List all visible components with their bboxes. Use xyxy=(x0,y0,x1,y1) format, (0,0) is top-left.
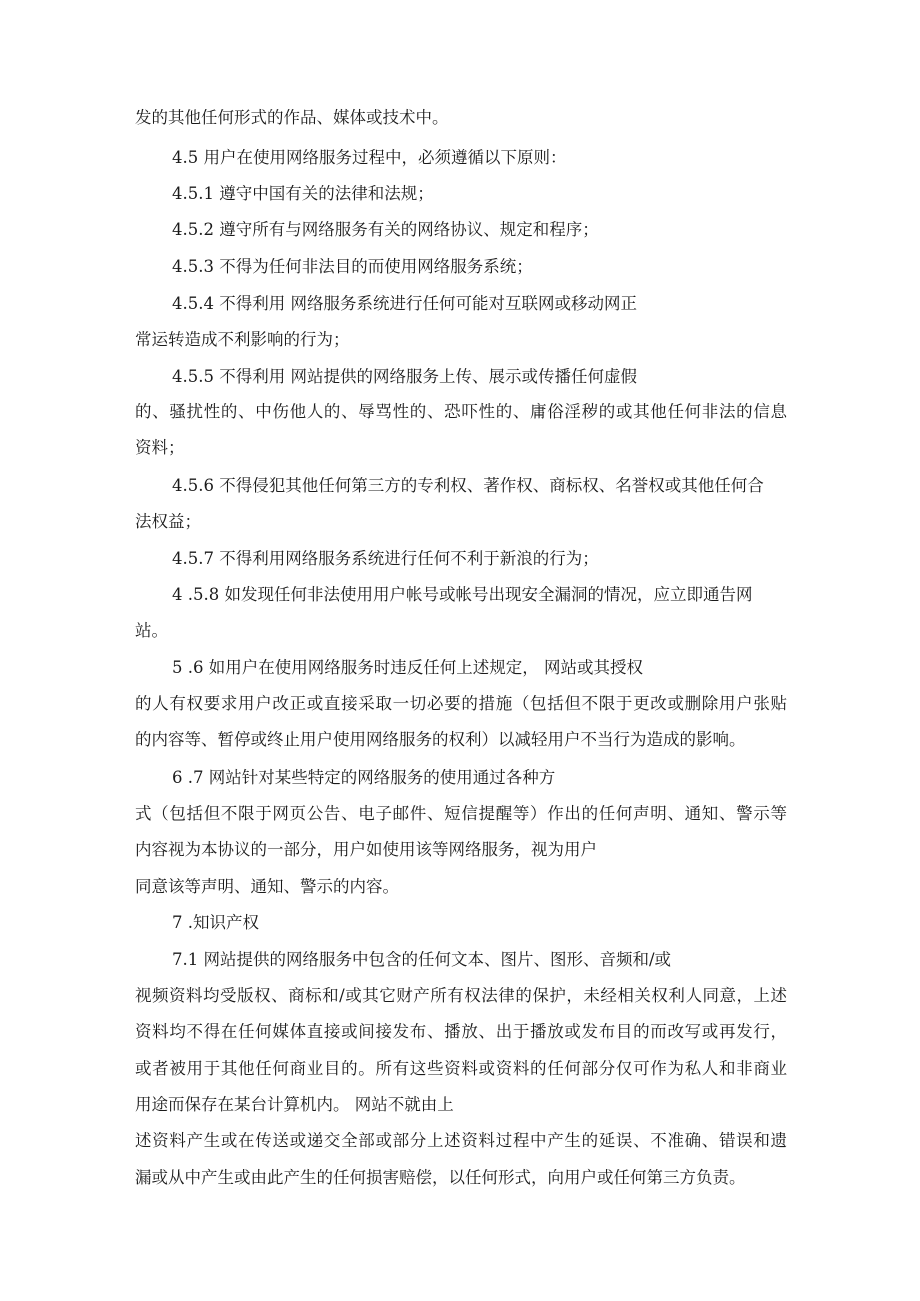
clause-4-5-3: 4.5.3 不得为任何非法目的而使用网络服务系统； xyxy=(172,257,533,276)
clause-4-5-5: 4.5.5 不得利用 网站提供的网络服务上传、展示或传播任何虚假 xyxy=(172,367,637,386)
section-5: 5 .6 如用户在使用网络服务时违反任何上述规定， 网站或其授权 xyxy=(172,658,643,677)
section-6: 6 .7 网站针对某些特定的网络服务的使用通过各种方 xyxy=(172,768,556,787)
section-7-1: 7.1 网站提供的网络服务中包含的任何文本、图片、图形、音频和/或 xyxy=(172,950,672,969)
paragraph-line: 资料均不得在任何媒体直接或间接发布、播放、出于播放或发布目的而改写或再发行， xyxy=(135,1022,787,1041)
section-heading-ip: 7 .知识产权 xyxy=(172,913,259,932)
paragraph-line: 漏或从中产生或由此产生的任何损害赔偿，以任何形式，向用户或任何第三方负责。 xyxy=(135,1168,746,1187)
paragraph-line: 发的其他任何形式的作品、媒体或技术中。 xyxy=(135,108,449,127)
paragraph-line: 站。 xyxy=(135,621,168,640)
paragraph-line: 述资料产生或在传送或递交全部或部分上述资料过程中产生的延误、不准确、错误和遗 xyxy=(135,1131,787,1150)
paragraph-line: 式（包括但不限于网页公告、电子邮件、短信提醒等）作出的任何声明、通知、警示等 xyxy=(135,804,787,823)
paragraph-line: 资料； xyxy=(135,438,185,457)
paragraph-line: 内容视为本协议的一部分，用户如使用该等网络服务，视为用户 xyxy=(135,840,597,859)
paragraph-line: 的、骚扰性的、中伤他人的、辱骂性的、恐吓性的、庸俗淫秽的或其他任何非法的信息 xyxy=(135,402,787,421)
paragraph-line: 的人有权要求用户改正或直接采取一切必要的措施（包括但不限于更改或删除用户张贴 xyxy=(135,694,787,713)
paragraph-line: 法权益； xyxy=(135,512,201,531)
clause-4-5-1: 4.5.1 遵守中国有关的法律和法规； xyxy=(172,184,434,203)
paragraph-line: 的内容等、暂停或终止用户使用网络服务的权利）以减轻用户不当行为造成的影响。 xyxy=(135,730,746,749)
paragraph-line: 常运转造成不利影响的行为； xyxy=(135,330,350,349)
paragraph-line: 用途而保存在某台计算机内。 网站不就由上 xyxy=(135,1095,454,1114)
clause-4-5-8: 4 .5.8 如发现任何非法使用用户帐号或帐号出现安全漏洞的情况，应立即通告网 xyxy=(172,585,753,604)
clause-4-5-4: 4.5.4 不得利用 网络服务系统进行任何可能对互联网或移动网正 xyxy=(172,294,637,313)
clause-4-5-2: 4.5.2 遵守所有与网络服务有关的网络协议、规定和程序； xyxy=(172,220,599,239)
clause-4-5-6: 4.5.6 不得侵犯其他任何第三方的专利权、著作权、商标权、名誉权或其他任何合 xyxy=(172,476,764,495)
paragraph-line: 或者被用于其他任何商业目的。所有这些资料或资料的任何部分仅可作为私人和非商业 xyxy=(135,1059,787,1078)
paragraph-line: 同意该等声明、通知、警示的内容。 xyxy=(135,877,399,896)
section-4-5: 4.5 用户在使用网络服务过程中，必须遵循以下原则： xyxy=(172,148,567,167)
paragraph-line: 视频资料均受版权、商标和/或其它财产所有权法律的保护，未经相关权利人同意，上述 xyxy=(135,986,787,1005)
clause-4-5-7: 4.5.7 不得利用网络服务系统进行任何不利于新浪的行为； xyxy=(172,549,599,568)
